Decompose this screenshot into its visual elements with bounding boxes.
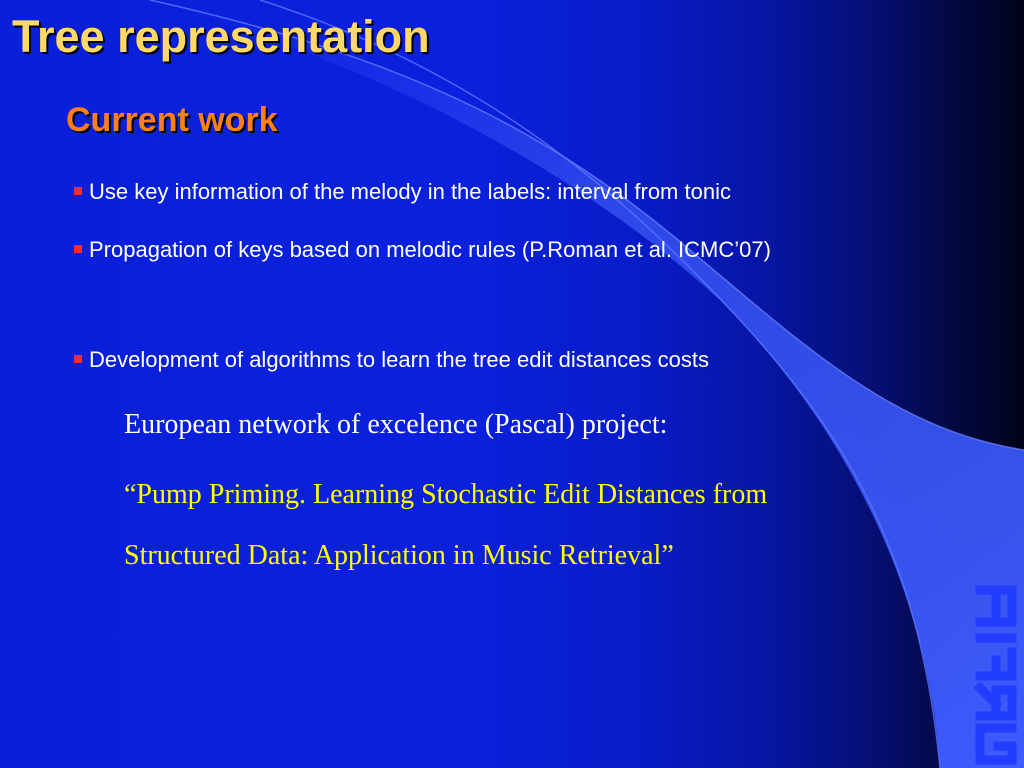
square-bullet-icon [74,355,82,363]
grfia-logo [940,560,1024,768]
project-intro: European network of excelence (Pascal) project: [124,409,668,440]
project-title-line-2: Structured Data: Application in Music Retrieval” [124,540,674,571]
bullet-text: Propagation of keys based on melodic rules (P.Roman et al. ICMC’07) [89,237,771,262]
square-bullet-icon [74,245,82,253]
bullet-item [74,166,954,218]
bullet-item [74,224,954,276]
bullet-item [74,334,954,386]
bullet-text: Use key information of the melody in the labels: interval from tonic [89,179,731,204]
project-title-line-1: “Pump Priming. Learning Stochastic Edit Distances from [124,479,768,510]
slide-title: Tree representation [12,11,430,62]
square-bullet-icon [74,187,82,195]
slide-subtitle: Current work [66,101,278,139]
bullet-text: Development of algorithms to learn the tree edit distances costs [89,347,709,372]
